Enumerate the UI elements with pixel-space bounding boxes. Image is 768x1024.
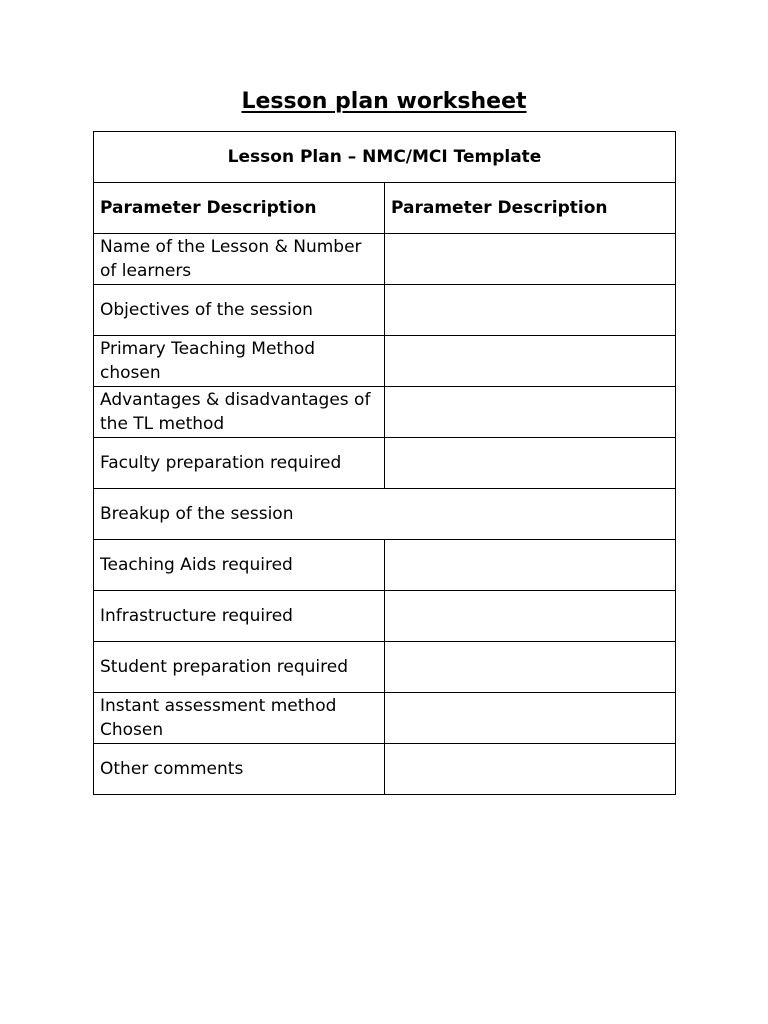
header-parameter-description: Parameter Description <box>94 183 385 234</box>
header-parameter-description-2: Parameter Description <box>385 183 676 234</box>
table-row <box>94 489 676 540</box>
table-header-row <box>94 183 676 234</box>
row-label-objectives: Objectives of the session <box>94 285 385 336</box>
row-value-infrastructure[interactable] <box>385 591 676 642</box>
lesson-plan-table <box>93 131 676 795</box>
table-row <box>94 744 676 795</box>
row-label-advantages: Advantages & disadvantages of the TL method <box>94 387 385 438</box>
page-title: Lesson plan worksheet <box>241 89 527 114</box>
row-label-breakup: Breakup of the session <box>94 489 676 540</box>
row-label-teaching-method: Primary Teaching Method chosen <box>94 336 385 387</box>
row-label-assessment-method: Instant assessment method Chosen <box>94 693 385 744</box>
table-row <box>94 438 676 489</box>
table-row <box>94 285 676 336</box>
table-row <box>94 693 676 744</box>
row-value-lesson-name[interactable] <box>385 234 676 285</box>
row-value-assessment-method[interactable] <box>385 693 676 744</box>
row-value-faculty-preparation[interactable] <box>385 438 676 489</box>
row-value-objectives[interactable] <box>385 285 676 336</box>
table-row <box>94 234 676 285</box>
row-label-other-comments: Other comments <box>94 744 385 795</box>
table-row <box>94 336 676 387</box>
row-value-teaching-method[interactable] <box>385 336 676 387</box>
row-label-infrastructure: Infrastructure required <box>94 591 385 642</box>
row-label-student-preparation: Student preparation required <box>94 642 385 693</box>
table-title-row <box>94 132 676 183</box>
template-title: Lesson Plan – NMC/MCI Template <box>94 132 676 183</box>
table-row <box>94 591 676 642</box>
row-value-student-preparation[interactable] <box>385 642 676 693</box>
table-row <box>94 540 676 591</box>
table-row <box>94 642 676 693</box>
table-row <box>94 387 676 438</box>
row-label-faculty-preparation: Faculty preparation required <box>94 438 385 489</box>
row-label-teaching-aids: Teaching Aids required <box>94 540 385 591</box>
row-value-teaching-aids[interactable] <box>385 540 676 591</box>
row-label-lesson-name: Name of the Lesson & Number of learners <box>94 234 385 285</box>
row-value-advantages[interactable] <box>385 387 676 438</box>
row-value-other-comments[interactable] <box>385 744 676 795</box>
